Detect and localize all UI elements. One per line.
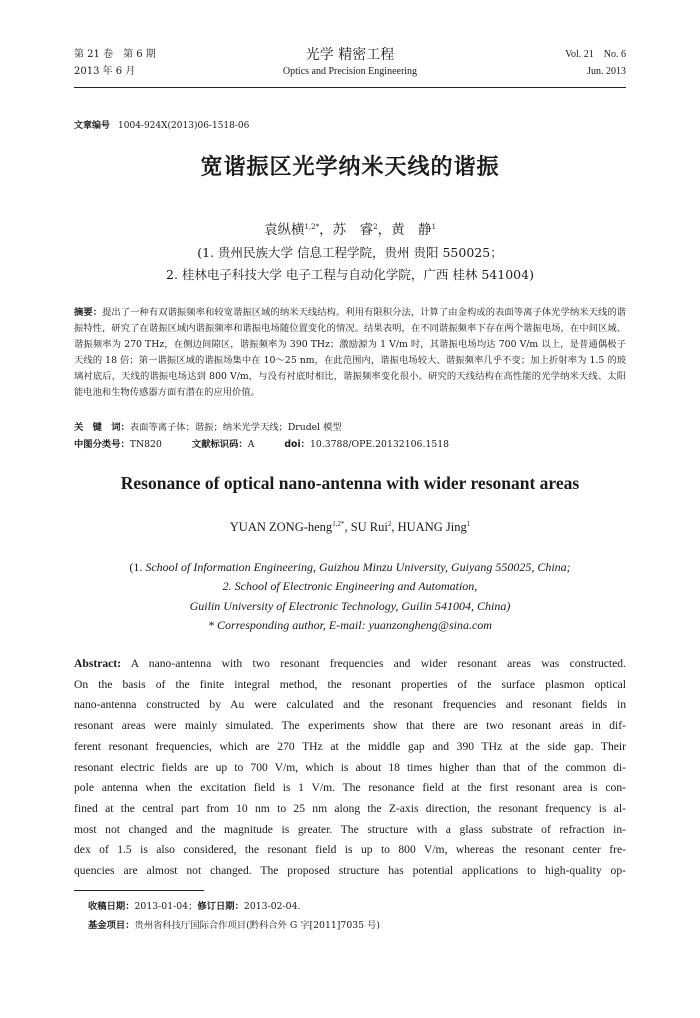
fund-label: 基金项目： — [88, 920, 135, 931]
author-en-2: SU Rui — [350, 520, 388, 534]
authors-en: YUAN ZONG-heng$^{1,2*}$, SU Rui$^2$, HUANG Jing$^1$ — [229, 520, 471, 534]
affiliation-en-2: 2. School of Electronic Engineering and Automation, — [222, 579, 478, 594]
article-number-value: 1004-924X(2013)06-1518-06 — [118, 121, 250, 131]
affiliations-en — [0, 558, 700, 635]
abstract-cn — [74, 305, 626, 401]
article-number — [74, 118, 249, 131]
affiliation-cn-1: (1. 贵州民族大学 信息工程学院，贵州 贵阳 550025； — [197, 245, 503, 260]
header-date-cn: 2013 年 6 月 — [74, 66, 136, 77]
header-rule — [74, 87, 626, 88]
author-cn-3-sup: 1 — [431, 223, 437, 231]
abstract-en-line: Abstract: A nano-antenna with two resonant frequencies and wider resonant areas was constructed. — [74, 657, 626, 670]
revised-value: 2013-02-04. — [243, 901, 301, 912]
abstract-en-label: Abstract: — [74, 657, 122, 670]
abstract-en-line: dex of 1.5 is also considered, the resonant field is up to 800 V/m, whereas the resonant center fre- — [74, 843, 626, 857]
author-en-1-sup: 1,2* — [332, 520, 345, 528]
header-volume-en: Vol. 21 No. 6 — [565, 49, 626, 60]
abstract-en-line: quencies are almost not changed. The proposed structure has potential applications to high-quality op- — [74, 864, 626, 878]
author-en-3-sup: 1 — [466, 520, 471, 528]
journal-name-cn: 光学 精密工程 — [305, 47, 395, 63]
abstract-en-line: On the basis of the finite integral method, the resonant properties of the surface plasmon optical — [74, 677, 626, 691]
affiliation-en-1 — [0, 558, 700, 577]
keywords-cn-text: 表面等离子体；谐振；纳米光学天线；Drudel 模型 — [129, 422, 342, 433]
abstract-en-line: resonant electric fields are up to 700 V/m, which is about 18 times higher than that of the common di- — [74, 760, 626, 774]
footnote-dates — [88, 898, 300, 912]
revised-label: 修订日期： — [197, 901, 244, 912]
author-en-1: YUAN ZONG-heng — [229, 520, 333, 534]
header-date-en: Jun. 2013 — [587, 66, 626, 77]
abstract-en-line: most not changed and the magnitude is greater. The structure with a glass substrate of refraction in- — [74, 822, 626, 836]
doc-code-label: 文献标识码： — [191, 439, 248, 450]
fund-value: 贵州省科技厅国际合作项目(黔科合外 G 字[2011]7035 号) — [134, 920, 380, 931]
clc-label: 中图分类号： — [74, 439, 130, 450]
abstract-en — [74, 654, 626, 882]
doc-code-value: A — [247, 439, 255, 450]
affiliation-en-1-text: School of Information Engineering, Guizhou Minzu University, Guiyang 550025, China; — [145, 560, 571, 574]
title-en: Resonance of optical nano-antenna with wider resonant areas — [120, 473, 580, 493]
running-header — [74, 46, 626, 86]
abstract-en-line: pole antenna when the excitation field is 1 V/m. The resonance field at the first resonant area is con- — [74, 781, 626, 795]
footnote-rule — [74, 890, 204, 891]
keywords-cn — [74, 419, 626, 433]
footnote-fund — [88, 917, 380, 931]
authors-cn: 袁纵横$^{1,2*}$，苏 睿$^2$，黄 静$^1$ — [263, 222, 437, 238]
author-cn-1-sup: 1,2* — [304, 223, 320, 231]
received-label: 收稿日期： — [88, 901, 135, 912]
doi-label: doi： — [284, 439, 310, 450]
author-cn-3: 黄 静 — [391, 222, 432, 238]
author-en-2-sup: 2 — [387, 520, 392, 528]
abstract-cn-label: 摘要： — [74, 307, 103, 318]
abstract-en-line: ferent resonant frequencies, which are 270 THz at the middle gap and 390 THz at the side gap. Their — [74, 739, 626, 753]
abstract-en-line: nano-antenna constructed by Au were calculated and the resonant frequencies and resonant fields in — [74, 698, 626, 712]
header-volume-cn: 第 21 卷 第 6 期 — [74, 49, 156, 60]
corresponding-author: * Corresponding author, E-mail: yuanzongheng@sina.com — [208, 617, 492, 632]
article-number-label: 文章编号 — [74, 121, 111, 131]
classification-line — [74, 436, 626, 450]
header-right — [565, 46, 626, 80]
clc-value: TN820 — [129, 439, 162, 450]
affiliation-cn-2: 2. 桂林电子科技大学 电子工程与自动化学院，广西 桂林 541004) — [166, 267, 534, 282]
header-center — [74, 46, 626, 80]
abstract-en-line: resonant areas were mainly simulated. The experiments show that there are two resonant areas in dif- — [74, 719, 626, 733]
journal-name-en: Optics and Precision Engineering — [282, 66, 418, 77]
received-value: 2013-01-04； — [134, 901, 198, 912]
author-en-3: HUANG Jing — [397, 520, 467, 534]
abstract-cn-text: 提出了一种有双谐振频率和较宽谐振区域的纳米天线结构。利用有限积分法，计算了由金构成的表面等离子体光学纳米天线的谐振特性，研究了在谐振区域内谐振频率和谐振电场随位置变化的情况。结果表明，在不同谐振频率下存在两个谐振电场，在中间区域、谐振频率为 270 THz，在侧边间隙区，谐振频率为 390 THz；激励源为 1 V/m 时，其谐振电场均达 700 V/m 以上，是普通偶极子天线的 18 倍；第一谐振区域的谐振场集中在 10～25 nm，在此范围内，谐振电场较大、谐振频率几乎不变；加上折射率为 1.5 的玻璃衬底后，天线的谐振电场达到 800 V/m，与没有衬底时相比，谐振频率变化很小。研究的天线结构在高性能的光学纳米天线、太阳能电池和生物传感器方面有潜在的应用价值。 — [74, 307, 626, 398]
author-cn-2: 苏 睿 — [332, 222, 374, 238]
affiliation-en-1-prefix: (1. — [129, 560, 146, 574]
abstract-en-line: fined at the central part from 10 nm to 25 nm along the Z-axis direction, the resonant frequency is al- — [74, 801, 626, 815]
author-cn-2-sup: 2 — [373, 223, 378, 231]
title-cn: 宽谐振区光学纳米天线的谐振 — [200, 155, 500, 180]
keywords-cn-label: 关 键 词： — [74, 422, 130, 433]
author-cn-1: 袁纵横 — [263, 222, 305, 238]
affiliation-en-3: Guilin University of Electronic Technology, Guilin 541004, China) — [189, 598, 511, 613]
doi-value: 10.3788/OPE.20132106.1518 — [309, 439, 450, 450]
